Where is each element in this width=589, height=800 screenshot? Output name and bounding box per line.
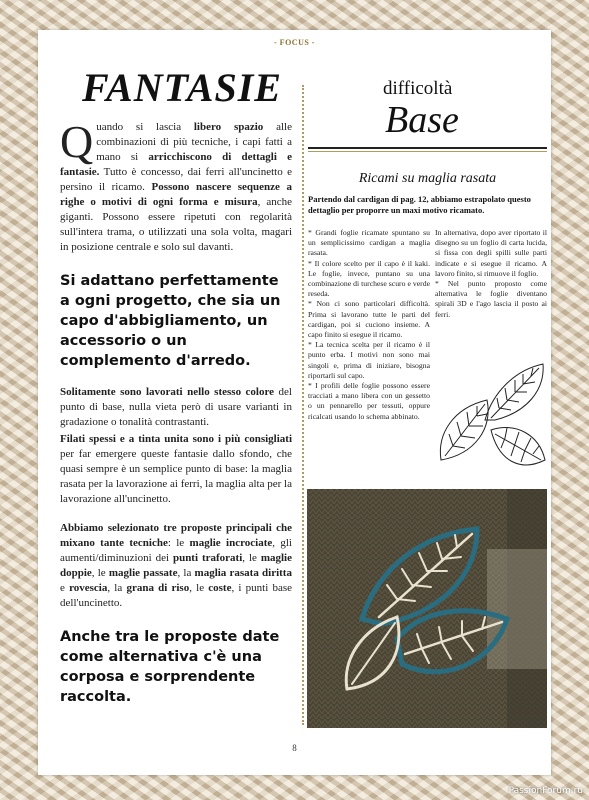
drop-cap: Q xyxy=(60,116,94,167)
column-1-para: * La tecnica scelta per il ricamo è il punto erba. I motivi non sono mai singoli e, prima di iniziare, bisogna riportarli sul capo. xyxy=(308,340,430,380)
text-run: Tutto è concesso, dai ferri all'uncinetto e persino il ricamo. xyxy=(60,166,292,193)
bold-text-run: grana di riso xyxy=(126,582,190,594)
page-title: FANTASIE xyxy=(82,65,282,110)
article-column-1 xyxy=(308,228,430,422)
bold-text-run: Possono nascere sequenze a righe o motivi di ogni forma e misura xyxy=(60,181,292,208)
bold-text-run: Solitamente sono lavorati nello stesso colore xyxy=(60,386,275,398)
closing-statement: Anche tra le proposte date come alternativa c'è una corposa e sorprendente raccolta. xyxy=(60,629,280,705)
bold-text-run: maglie doppie xyxy=(60,552,292,579)
text-run: , la xyxy=(107,582,127,594)
text-run: : le xyxy=(167,537,190,549)
bold-text-run: maglie passate xyxy=(108,567,178,579)
leaf-outline xyxy=(491,428,545,465)
article-intro: Partendo dal cardigan di pag. 12, abbiamo estrapolato questo dettaglio per proporre un maxi motivo ricamato. xyxy=(308,194,531,215)
dotted-divider xyxy=(302,85,304,725)
page-number: 8 xyxy=(292,743,297,753)
paragraph-techniques xyxy=(60,521,292,611)
intro-paragraph xyxy=(60,116,292,255)
watermark-text: PassionForum.ru xyxy=(508,786,583,796)
text-run: , le xyxy=(242,552,261,564)
bold-text-run: rovescia xyxy=(69,582,108,594)
left-column xyxy=(60,116,292,721)
text-run: , i punti base dell'uncinetto. xyxy=(60,582,292,609)
heading-rule xyxy=(308,147,547,149)
bold-text-run: libero spazio xyxy=(193,121,264,133)
column-1-para: * I profili delle foglie possono essere tracciati a mano libera con un gessetto o un pennarello per tessuti, oppure ricalcati usando lo schema abbinato. xyxy=(308,381,430,421)
text-run: alle combinazioni di più tecniche, i capi fatti a mano si xyxy=(96,121,292,163)
text-run: , gli aumenti/diminuzioni dei xyxy=(60,537,292,564)
text-run: , le xyxy=(189,582,209,594)
column-1-para: * Non ci sono particolari difficoltà. Prima si lavorano tutte le parti del cardigan, poi si cuciono insieme. A capo finito si esegue il ricamo. xyxy=(308,299,430,340)
paragraph-yarns xyxy=(60,432,292,507)
text-run: , anche giganti. Possono essere ripetuti con regolarità sull'intera trama, o utilizzati una sola volta, magari in posizione centrale e solo sul davanti. xyxy=(60,196,292,253)
highlight-statement: Si adattano perfettamente a ogni progetto, che sia un capo d'abbigliamento, un accessorio o un complemento d'arredo. xyxy=(60,273,281,369)
column-2-para: In alternativa, dopo aver riportato il disegno su un foglio di carta lucida, si fissa con degli spilli sulle parti indicate e si esegue il ricamo. A lavoro finito, si rimuove il foglio. xyxy=(435,228,547,278)
bold-text-run: arricchiscono di dettagli e fantasie. xyxy=(60,151,292,178)
column-2-para: * Nel punto proposto come alternativa le foglie diventano spirali 3D e l'ago lascia il posto ai ferri. xyxy=(435,279,547,319)
column-1-para: * Il colore scelto per il capo è il kaki. Le foglie, invece, puntano su una combinazione di turchese scuro e verde reseda. xyxy=(308,258,430,299)
text-run: uando si lascia xyxy=(96,121,194,133)
bold-text-run: maglie incrociate xyxy=(189,537,273,549)
text-run: , la xyxy=(177,567,195,579)
magazine-page xyxy=(38,30,551,775)
bold-text-run: punti traforati xyxy=(172,552,243,564)
text-run: , le xyxy=(91,567,109,579)
bold-text-run: Abbiamo selezionato tre proposte principali che mixano tante tecniche xyxy=(60,522,292,549)
article-subtitle: Ricami su maglia rasata xyxy=(358,171,497,186)
embroidery-photo xyxy=(307,489,547,728)
bold-text-run: Filati spessi e a tinta unita sono i più consigliati xyxy=(60,433,292,445)
text-run: per far emergere queste fantasie dallo sfondo, che quasi sempre è un semplice punto di base: la maglia rasata per la lavorazione ai ferri, la maglia alta per la lavorazione all'uncinetto. xyxy=(60,448,292,505)
difficulty-level: Base xyxy=(385,99,459,141)
text-run: del punto di base, nulla vieta però di usare varianti in gradazione o tonalità contrastanti. xyxy=(60,386,292,428)
article-column-2 xyxy=(435,228,547,320)
bold-text-run: coste xyxy=(208,582,232,594)
bold-text-run: maglia rasata diritta xyxy=(194,567,292,579)
heading-rule-gold xyxy=(308,151,547,152)
leaf-vein xyxy=(445,404,485,456)
section-label: - FOCUS - xyxy=(274,38,315,47)
column-1-para: * Grandi foglie ricamate spuntano su un semplicissimo cardigan a maglia rasata. xyxy=(308,228,430,258)
leaf-schema-diagram xyxy=(435,342,547,487)
text-run: e xyxy=(60,582,70,594)
difficulty-label: difficoltà xyxy=(383,78,453,99)
paragraph-colors xyxy=(60,385,292,430)
